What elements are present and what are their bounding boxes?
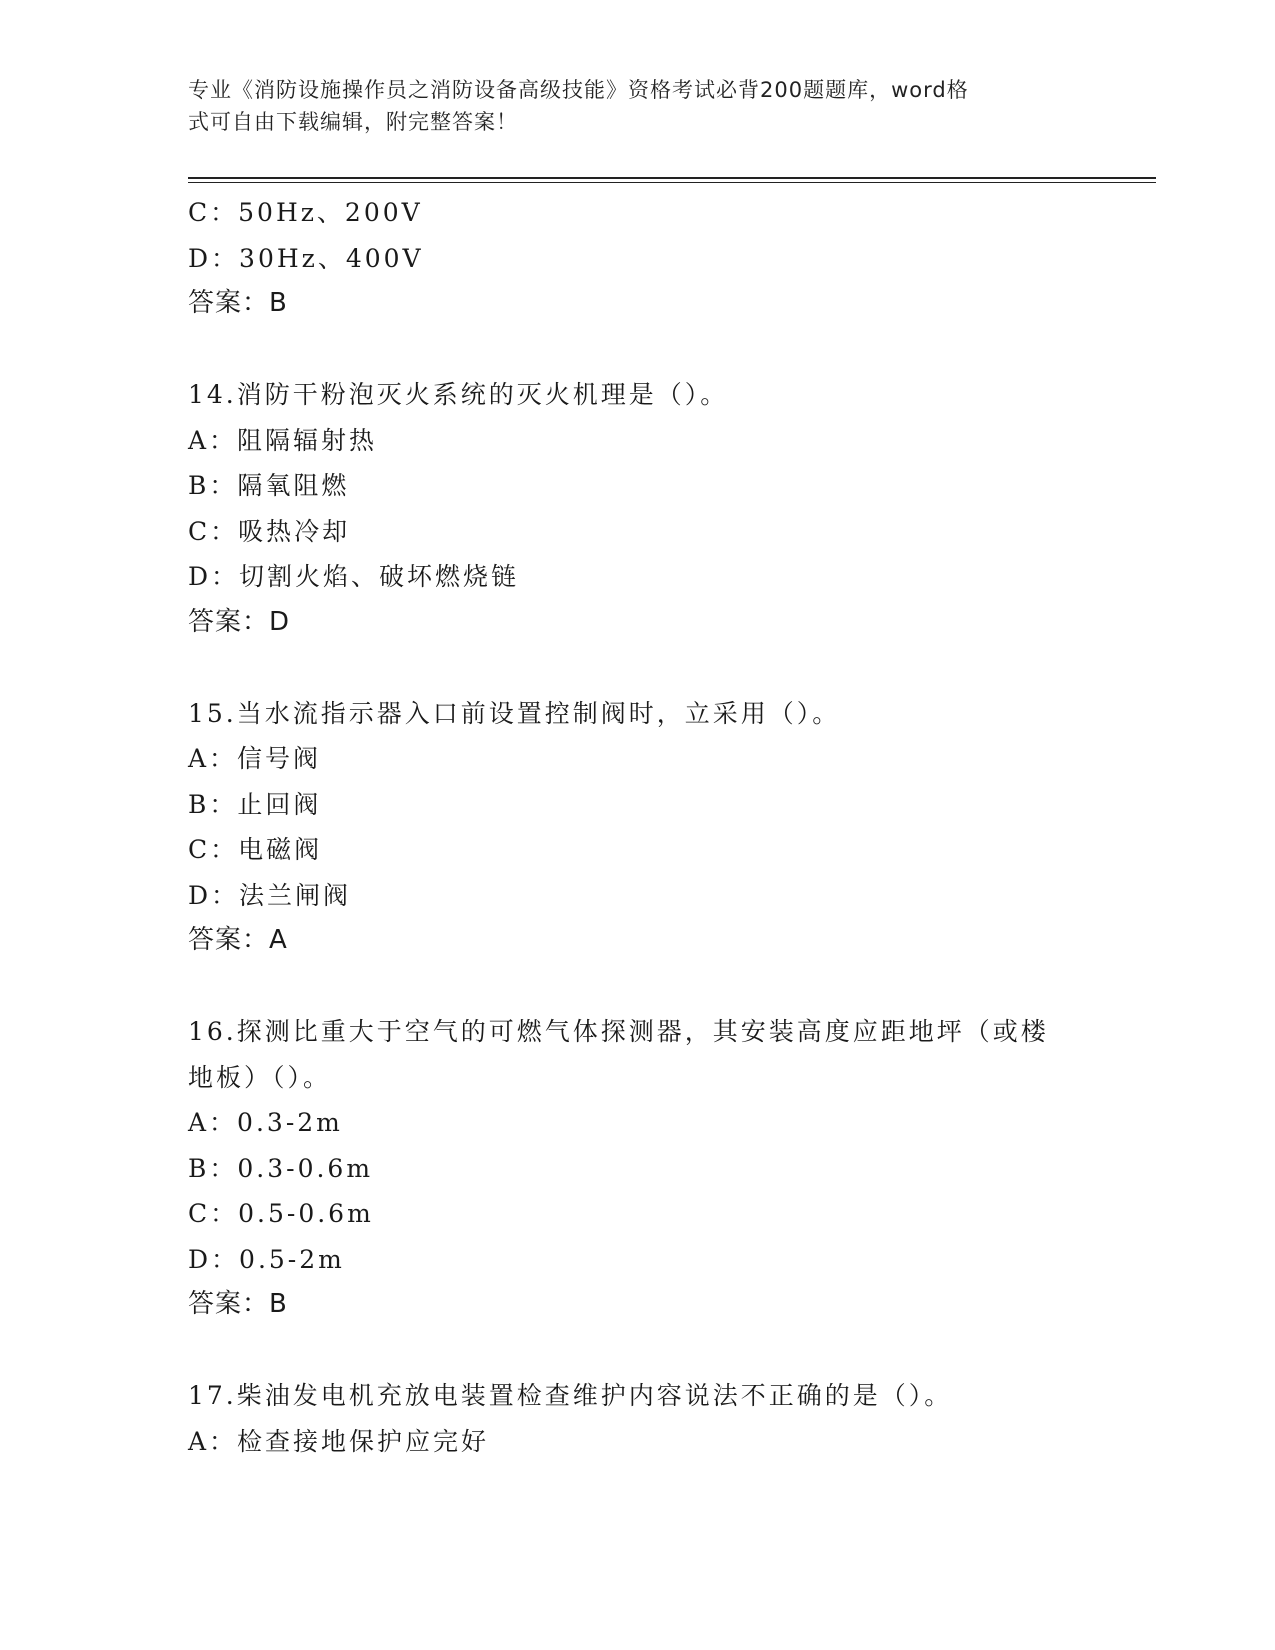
answer: 答案：A	[188, 925, 288, 955]
question-stem-line-1: 16.探测比重大于空气的可燃气体探测器，其安装高度应距地坪（或楼	[188, 1017, 1049, 1046]
question-list	[188, 190, 1088, 1464]
spacer	[188, 964, 1088, 1010]
option-c: C：吸热冷却	[188, 516, 351, 546]
question-14	[188, 372, 1088, 645]
option-a: A：0.3-2m	[188, 1108, 343, 1137]
header-divider-thin	[188, 182, 1156, 183]
question-stem: 14.消防干粉泡灭火系统的灭火机理是（）。	[188, 380, 729, 409]
option-c: C：50Hz、200V	[188, 198, 423, 227]
question-stem: 15.当水流指示器入口前设置控制阀时，立采用（）。	[188, 698, 841, 728]
option-b: B：隔氧阻燃	[188, 471, 350, 500]
question-15	[188, 691, 1088, 964]
spacer	[188, 327, 1088, 373]
option-d: D：30Hz、400V	[188, 243, 424, 273]
question-stem: 17.柴油发电机充放电装置检查维护内容说法不正确的是（）。	[188, 1381, 953, 1410]
option-a: A：检查接地保护应完好	[188, 1426, 490, 1456]
spacer	[188, 645, 1088, 691]
answer: 答案：B	[188, 288, 288, 318]
option-d: D：0.5-2m	[188, 1244, 345, 1274]
document-header	[188, 74, 1068, 138]
option-b: B：0.3-0.6m	[188, 1153, 374, 1183]
option-c: C：0.5-0.6m	[188, 1199, 374, 1228]
spacer	[188, 1328, 1088, 1374]
answer: 答案：D	[188, 606, 291, 637]
option-b: B：止回阀	[188, 789, 322, 819]
option-d: D：切割火焰、破坏燃烧链	[188, 562, 520, 591]
answer: 答案：B	[188, 1289, 288, 1319]
option-a: A：信号阀	[188, 744, 322, 773]
option-d: D：法兰闸阀	[188, 880, 352, 910]
option-c: C：电磁阀	[188, 835, 323, 864]
header-line-2: 式可自由下载编辑，附完整答案！	[188, 110, 518, 134]
question-16	[188, 1009, 1088, 1328]
option-a: A：阻隔辐射热	[188, 425, 378, 455]
question-stem-line-2: 地板）（）。	[188, 1062, 332, 1092]
header-divider-thick	[188, 177, 1156, 179]
header-line-1: 专业《消防设施操作员之消防设备高级技能》资格考试必背200题题库，word格	[188, 78, 969, 102]
question-13-tail	[188, 190, 1088, 327]
question-17	[188, 1373, 1088, 1464]
